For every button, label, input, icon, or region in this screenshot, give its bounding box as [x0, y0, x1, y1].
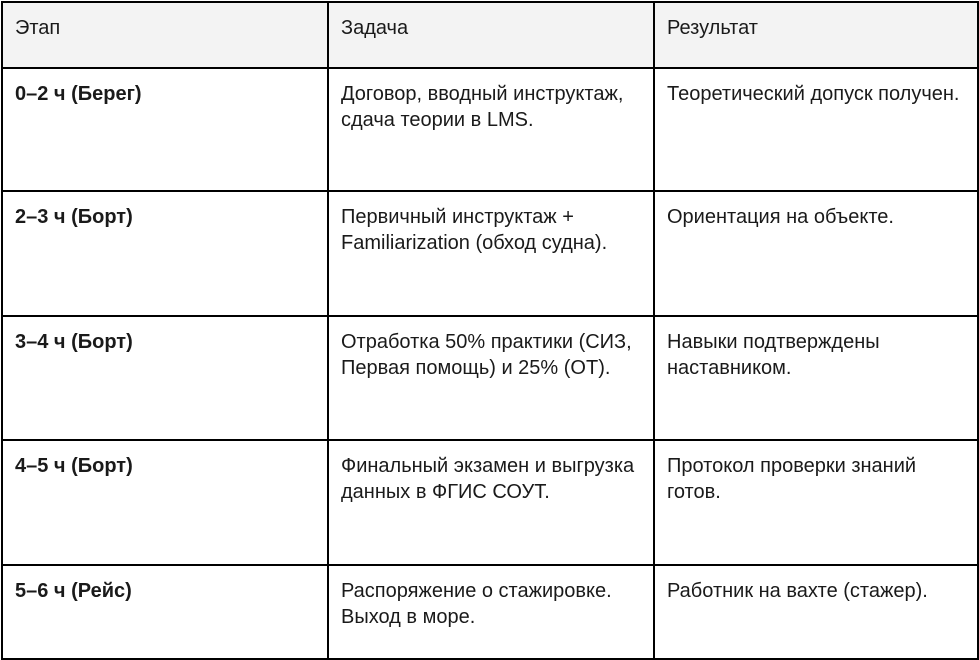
header-task: Задача — [328, 2, 654, 68]
result-cell: Ориентация на объекте. — [654, 191, 978, 316]
result-cell: Теоретический допуск получен. — [654, 68, 978, 191]
stage-cell: 5–6 ч (Рейс) — [2, 565, 328, 659]
table-row — [2, 316, 978, 440]
stage-cell: 0–2 ч (Берег) — [2, 68, 328, 191]
table-header — [2, 2, 978, 68]
task-cell: Договор, вводный инструктаж, сдача теории в LMS. — [328, 68, 654, 191]
task-cell: Первичный инструктаж + Familiarization (обход судна). — [328, 191, 654, 316]
result-cell: Работник на вахте (стажер). — [654, 565, 978, 659]
header-stage: Этап — [2, 2, 328, 68]
table-row — [2, 68, 978, 191]
header-row — [2, 2, 978, 68]
result-cell: Протокол проверки знаний готов. — [654, 440, 978, 565]
task-cell: Отработка 50% практики (СИЗ, Первая помощь) и 25% (ОТ). — [328, 316, 654, 440]
schedule-table — [1, 1, 979, 660]
header-result: Результат — [654, 2, 978, 68]
result-cell: Навыки подтверждены наставником. — [654, 316, 978, 440]
stage-cell: 3–4 ч (Борт) — [2, 316, 328, 440]
table-body — [2, 68, 978, 659]
stage-cell: 2–3 ч (Борт) — [2, 191, 328, 316]
table-row — [2, 191, 978, 316]
task-cell: Распоряжение о стажировке. Выход в море. — [328, 565, 654, 659]
table-row — [2, 565, 978, 659]
table-row — [2, 440, 978, 565]
task-cell: Финальный экзамен и выгрузка данных в ФГИС СОУТ. — [328, 440, 654, 565]
stage-cell: 4–5 ч (Борт) — [2, 440, 328, 565]
